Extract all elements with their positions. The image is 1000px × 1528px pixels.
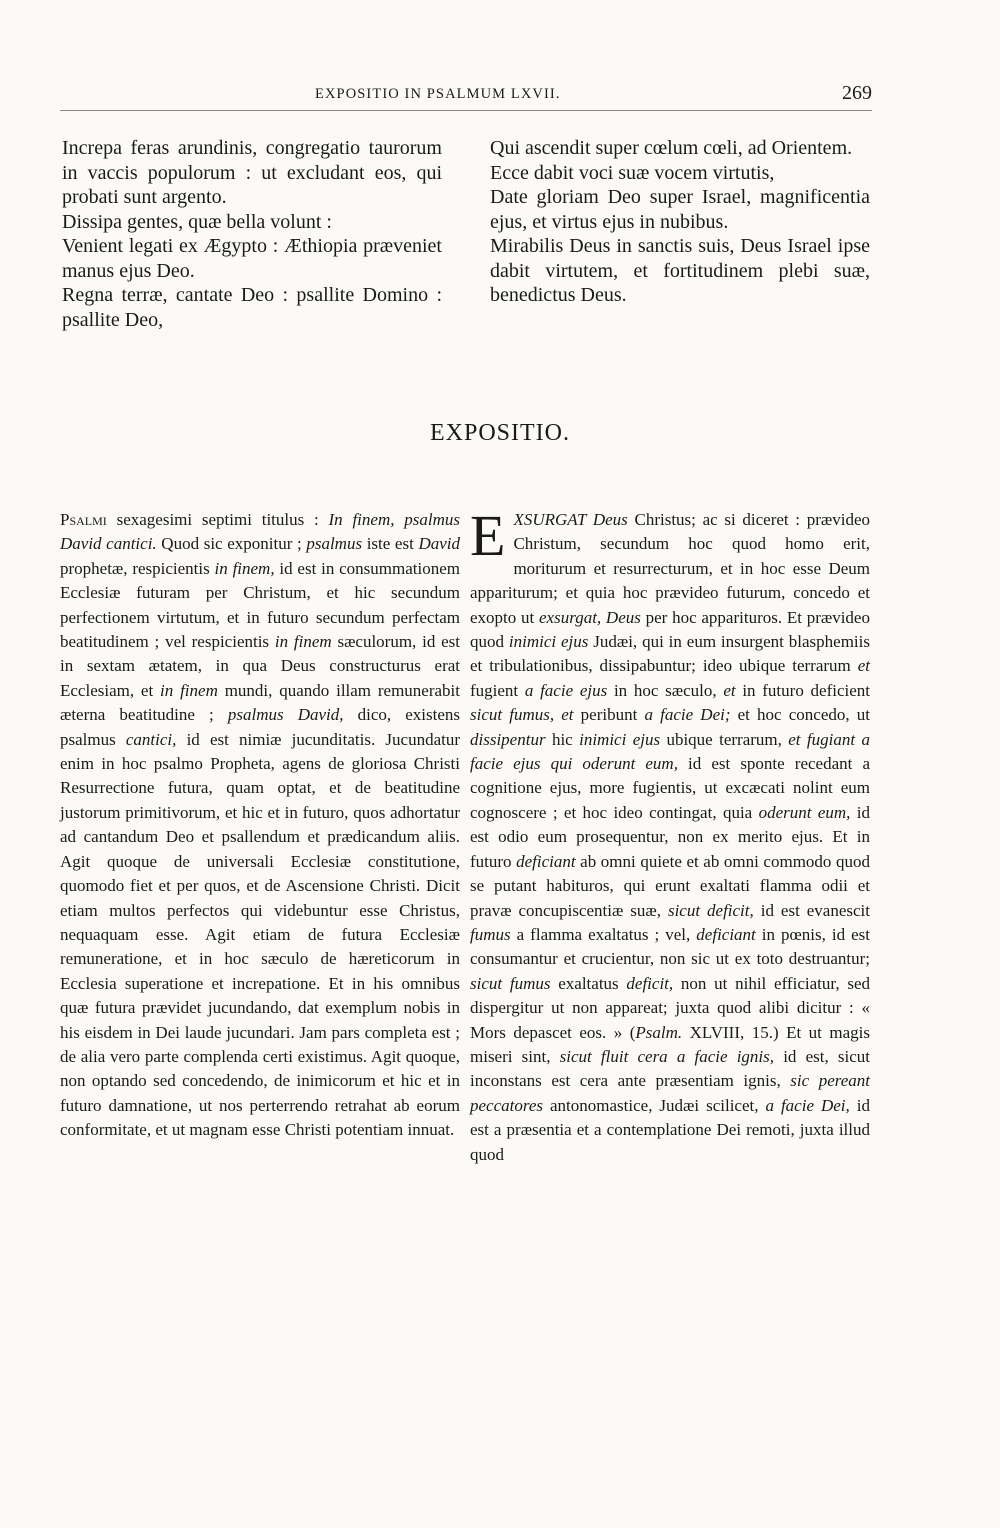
text-run: id est a præsentia et a contemplatione Dei remoti, juxta illud quod xyxy=(470,1095,870,1164)
italic-text-run: sicut deficit, xyxy=(667,900,754,920)
italic-text-run: deficiant xyxy=(696,924,756,944)
italic-text-run: sicut fumus, et xyxy=(470,705,574,725)
italic-text-run: inimici ejus xyxy=(508,632,589,652)
italic-text-run: a facie Dei, xyxy=(765,1095,850,1115)
italic-text-run: et fugiant a facie ejus qui oderunt eum, xyxy=(470,729,870,774)
italic-text-run: in finem xyxy=(274,632,332,652)
italic-text-run: dissipentur xyxy=(470,729,546,749)
commentary-column-right xyxy=(470,503,871,1167)
text-run: XLVIII, 15.) Et ut magis miseri sint, xyxy=(470,1022,870,1066)
header-rule xyxy=(60,110,872,111)
italic-text-run: cantici, xyxy=(125,729,177,749)
italic-text-run: David xyxy=(418,534,460,554)
italic-text-run: psalmus David, xyxy=(227,705,344,725)
text-run: id est odio eum prosequentur, non ex merito ejus. Et in futuro xyxy=(470,802,870,871)
text-run: id est evanescit xyxy=(753,900,871,920)
text-run: in hoc sæculo, xyxy=(607,680,724,700)
small-caps-text-run: Psalmi xyxy=(60,510,107,529)
verse-paragraph: Mirabilis Deus in sanctis suis, Deus Israel ipse dabit virtutem, et fortitudinem plebi suæ, benedictus Deus. xyxy=(490,235,870,306)
section-heading: EXPOSITIO. xyxy=(430,420,570,446)
text-run: id est in consummationem Ecclesiæ futuram per Christum, et hic secundum perfectionem virtutum, et in futuro secundum perfectam beatitudinem ; vel respicientis xyxy=(60,558,460,652)
italic-text-run: in finem, xyxy=(214,558,275,578)
verse-paragraph: Increpa feras arundinis, congregatio taurorum in vaccis populorum : ut excludant eos, qui probati sunt argento. xyxy=(62,137,442,208)
commentary-paragraph xyxy=(470,503,871,1167)
text-run: a flamma exaltatus ; vel, xyxy=(510,924,697,944)
italic-text-run: deficiant xyxy=(516,851,576,871)
italic-text-run: sic pereant peccatores xyxy=(470,1071,871,1115)
text-run: mundi, quando illam remunerabit æterna beatitudine ; xyxy=(60,680,460,725)
verse-paragraph: Venient legati ex Ægypto : Æthiopia præveniet manus ejus Deo. xyxy=(62,235,442,282)
italic-text-run: fumus xyxy=(470,924,511,944)
verse-paragraph: Ecce dabit voci suæ vocem virtutis, xyxy=(490,161,775,184)
text-run: id est nimiæ jucunditatis. Jucundatur enim in hoc psalmo Propheta, agens de gloriosa Christi Resurrectione futura, quam optat, et de beatitudine justorum primitivorum, et hic et in futuro, quos adhortatur ad cantandum Deo et psallendum et prædicandum aliis. Agit quoque de universali Ecclesiæ constitutione, quomodo fiet et per quos, et de Ascensione Christi. Dicit etiam multos perfectos qui videbuntur esse Christus, nequaquam esse. Agit etiam de futura Ecclesiæ remuneratione, et in hoc sæculo de hæreticorum in Ecclesia superatione et increpatione. Et in his omnibus quæ futura prævidet jucundando, dat exemplum nobis in his eisdem in Dei laude jucundari. Jam pars completa est ; de alia vero parte complenda certi existimus. Agit quoque, non optando sed concedendo, de inimicorum et hic et in futuro damnatione, ut nos perterrendo retrahat ab eorum conformitate, et ut magnam esse Christi potentiam innuat. xyxy=(60,729,460,1140)
italic-text-run: deficit, xyxy=(626,973,674,993)
page-number: 269 xyxy=(842,82,872,104)
text-run: ubique terrarum, xyxy=(660,729,789,749)
running-title: EXPOSITIO IN PSALMUM LXVII. xyxy=(315,86,561,102)
text-run: peribunt xyxy=(573,705,645,725)
text-run: ab omni quiete et ab omni commodo quod se putant habituros, qui erunt exaltati flamma odii et pravæ concupiscentiæ suæ, xyxy=(470,851,871,920)
italic-text-run: et xyxy=(723,680,736,700)
commentary-paragraph xyxy=(60,508,460,1143)
text-run: Quod sic exponitur ; xyxy=(156,534,307,554)
italic-text-run: sicut fluit cera a facie ignis, xyxy=(559,1046,775,1066)
italic-text-run: psalmus xyxy=(306,534,363,554)
text-run: iste est xyxy=(362,534,419,554)
page-header xyxy=(60,82,872,108)
italic-text-run: in finem xyxy=(160,680,218,700)
text-run: sexagesimi septimi titulus : xyxy=(106,510,329,529)
italic-text-run: oderunt eum, xyxy=(758,802,851,822)
text-run: et hoc concedo, ut xyxy=(730,705,870,725)
text-run: id est, sicut inconstans est cera ante præsentiam ignis, xyxy=(470,1046,870,1091)
text-run: hic xyxy=(545,729,580,749)
text-run: in pœnis, id est consumantur et crucientur, non sic ut ex toto destruantur; xyxy=(470,924,870,969)
italic-text-run: XSURGAT Deus xyxy=(513,510,628,529)
verse-column-right xyxy=(490,136,870,308)
commentary-column-left xyxy=(60,508,460,1143)
text-run: prophetæ, respicientis xyxy=(60,558,215,578)
text-run: fugient xyxy=(470,680,525,700)
text-run: Judæi, qui in eum insurgent blasphemiis et tribulationibus, dissipabuntur; ideo ubique terrarum xyxy=(470,632,870,676)
italic-text-run: exsurgat, Deus xyxy=(539,607,641,627)
drop-cap: E xyxy=(470,503,506,568)
italic-text-run: sicut fumus xyxy=(470,973,551,993)
text-run: Christus; ac si diceret : prævideo Christum, secundum hoc quod homo erit, moriturum et resurrecturum, et in hoc esse Deum appariturum; et quia hoc prævideo futurum, concedo et exopto ut xyxy=(470,510,870,627)
text-run: dico, existens psalmus xyxy=(60,705,461,749)
text-run: per hoc apparituros. Et prævideo quod xyxy=(470,607,870,652)
text-run: id est sponte recedant a cognitione ejus, more fugientis, ut excæcati nolint eum cognoscere ; et hoc ideo contingat, quia xyxy=(470,754,870,822)
verse-paragraph: Regna terræ, cantate Deo : psallite Domino : psallite Deo, xyxy=(62,284,442,331)
italic-text-run: a facie Dei; xyxy=(644,705,731,725)
text-run: in futuro deficient xyxy=(735,680,871,700)
italic-text-run: et xyxy=(857,656,870,676)
italic-text-run: In finem, psalmus David cantici. xyxy=(60,510,460,554)
italic-text-run: Psalm. xyxy=(635,1022,683,1042)
verse-paragraph: Dissipa gentes, quæ bella volunt : xyxy=(62,210,332,233)
verse-paragraph: Date gloriam Deo super Israel, magnificentia ejus, et virtus ejus in nubibus. xyxy=(490,186,870,233)
italic-text-run: a facie ejus xyxy=(524,680,608,700)
verse-paragraph: Qui ascendit super cœlum cœli, ad Orientem. xyxy=(490,137,853,159)
text-run: antonomastice, Judæi scilicet, xyxy=(543,1095,766,1115)
italic-text-run: inimici ejus xyxy=(579,729,661,749)
text-run: sæculorum, id est in sextam ætatem, in qua Deus constructurus erat Ecclesiam, et xyxy=(60,632,461,700)
text-run: non ut nihil efficiatur, sed dispergitur ut non appareat; juxta quod alibi dicitur : « Mors depascet eos. » ( xyxy=(470,973,870,1042)
verse-column-left xyxy=(62,136,442,332)
text-run: exaltatus xyxy=(550,973,627,993)
